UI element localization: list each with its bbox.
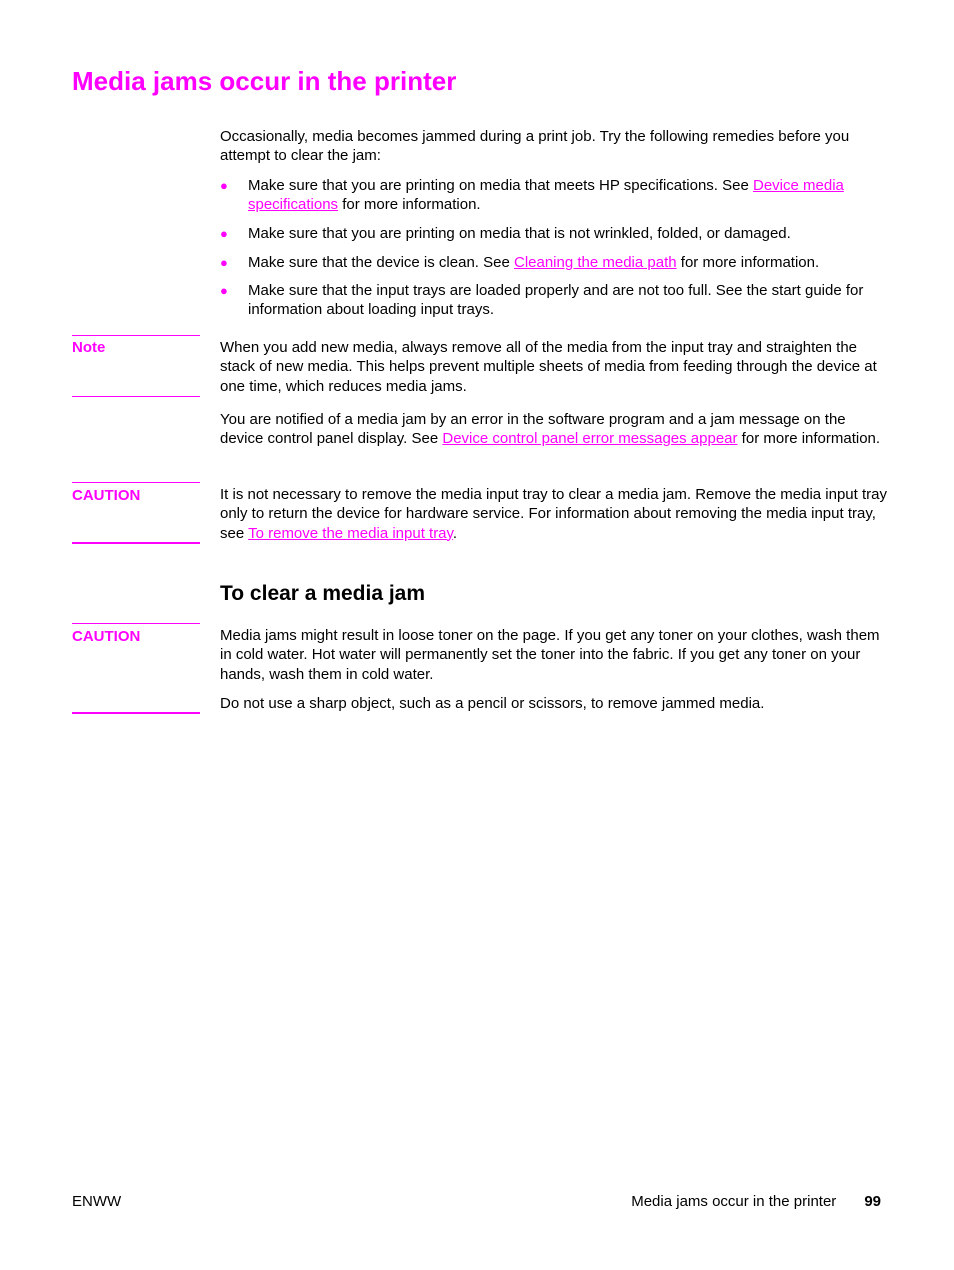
note-top-rule	[72, 335, 200, 336]
list-item-text: for more information.	[338, 196, 481, 214]
bullet-icon: ●	[220, 283, 228, 298]
note-label: Note	[72, 339, 106, 356]
caution-top-rule	[72, 482, 200, 483]
list-item	[220, 253, 888, 272]
section-heading: To clear a media jam	[220, 582, 426, 605]
bullet-icon: ●	[220, 226, 228, 241]
list-item	[220, 176, 888, 215]
list-item-text: Make sure that the input trays are loaded properly and are not too full. See the start guide for information about loading input trays.	[248, 282, 864, 319]
link-device-control-panel-error-messages[interactable]: Device control panel error messages appear	[442, 430, 738, 448]
list-item-text: Make sure that you are printing on media that is not wrinkled, folded, or damaged.	[248, 225, 791, 242]
caution-bottom-rule	[72, 712, 200, 714]
note-text: When you add new media, always remove all of the media from the input tray and straighten the stack of new media. This helps prevent multiple sheets of media from feeding through the device at one time, which reduces media jams.	[220, 339, 877, 395]
list-item-text: for more information.	[676, 254, 820, 271]
bullet-icon: ●	[220, 178, 228, 193]
caution-text: Do not use a sharp object, such as a pencil or scissors, to remove jammed media.	[220, 695, 765, 712]
page-title: Media jams occur in the printer	[72, 66, 457, 96]
bullet-icon: ●	[220, 255, 228, 270]
caution-bottom-rule	[72, 542, 200, 544]
list-item	[220, 281, 888, 320]
list-item-text: Make sure that the device is clean. See	[248, 254, 514, 271]
link-to-remove-the-media-input-tray[interactable]: To remove the media input tray	[248, 524, 453, 542]
list-item	[220, 224, 888, 243]
intro-paragraph: Occasionally, media becomes jammed during a print job. Try the following remedies before you attempt to clear the jam:	[220, 128, 850, 165]
page-number: 99	[864, 1193, 881, 1210]
footer-section-title: Media jams occur in the printer	[631, 1193, 837, 1210]
caution-text: It is not necessary to remove the media input tray to clear a media jam. Remove the media input tray only to return the device for hardware service. For information about removing the media input tray, see To remove the media input tray.	[220, 486, 887, 542]
caution-label: CAUTION	[72, 628, 141, 645]
caution-text: Media jams might result in loose toner on the page. If you get any toner on your clothes, wash them in cold water. Hot water will permanently set the toner into the fabric. If you get any toner on your hands, wash them in cold water.	[220, 627, 880, 683]
list-item-text: Make sure that you are printing on media that meets HP specifications. See	[248, 177, 753, 194]
link-device-media-specifications[interactable]: Device media specifications	[248, 177, 844, 214]
notified-paragraph: You are notified of a media jam by an error in the software program and a jam message on the device control panel display. See Device control panel error messages appear for more information.	[220, 411, 881, 448]
link-cleaning-the-media-path[interactable]: Cleaning the media path	[513, 254, 677, 271]
caution-label: CAUTION	[72, 487, 141, 504]
caution-top-rule	[72, 623, 200, 624]
footer-right	[631, 1192, 881, 1211]
footer-left-text: ENWW	[72, 1193, 122, 1210]
note-bottom-rule	[72, 396, 200, 397]
